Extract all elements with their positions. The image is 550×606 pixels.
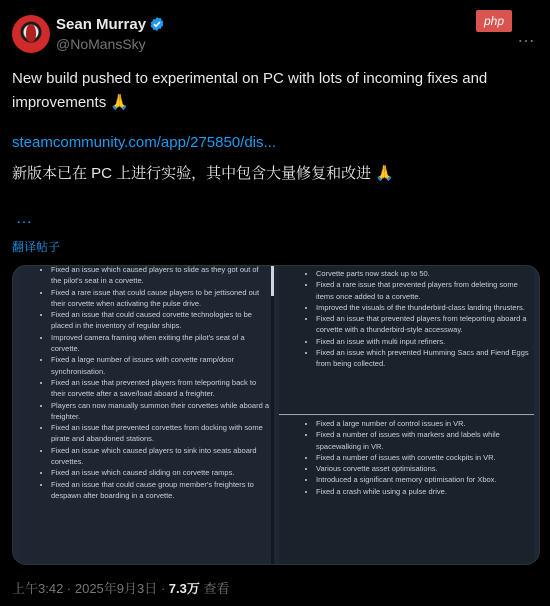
more-options-icon[interactable]: … xyxy=(517,26,536,46)
author-name[interactable]: Sean Murray xyxy=(56,16,147,33)
verified-badge-icon xyxy=(149,16,165,32)
patch-note-item: • Fixed an issue that could cause group member's freighters to despawn after boarding in a corvette. xyxy=(51,479,271,502)
patch-note-item: • Fixed a large number of control issues in VR. xyxy=(316,418,534,429)
patch-note-item: • Corvette parts now stack up to 50. xyxy=(316,268,534,279)
patch-notes-image[interactable] xyxy=(12,265,540,565)
patch-note-item: • Players can now manually summon their corvettes while aboard a freighter. xyxy=(51,400,271,423)
patch-note-item: • Fixed an issue which caused players to sink into seats aboard corvettes. xyxy=(51,445,271,468)
patch-note-item: • Fixed an issue that prevented players from teleporting aboard a corvette with a thunderbird-style accessway. xyxy=(316,313,534,336)
patch-note-item: • Improved the visuals of the thunderbird-class landing thrusters. xyxy=(316,302,534,313)
patch-note-item: • Fixed an issue that prevented players from teleporting back to their corvette after a save/load aboard a freighter. xyxy=(51,377,271,400)
patch-note-item: • Fixed a crash while using a pulse drive. xyxy=(316,486,534,497)
patch-note-item: • Fixed an issue with multi input refiners. xyxy=(316,336,534,347)
tweet-meta xyxy=(12,578,230,597)
post-timestamp[interactable]: 上午3:42 · 2025年9月3日 · xyxy=(12,581,169,596)
patch-note-item: • Fixed a rare issue that prevented players from deleting some items once added to a corvette. xyxy=(316,279,534,302)
translated-text: 新版本已在 PC 上进行实验，其中包含大量修复和改进 🙏 xyxy=(12,165,395,182)
tweet-link[interactable]: steamcommunity.com/app/275850/dis... xyxy=(12,134,277,151)
patch-notes-right-top-panel xyxy=(279,266,534,415)
scrollbar-track xyxy=(271,266,274,564)
patch-note-item: • Fixed an issue that could caused corvette technologies to be placed in the inventory of regular ships. xyxy=(51,309,271,332)
patch-note-item: • Fixed an issue that prevented corvettes from docking with some pirate and abandoned stations. xyxy=(51,422,271,445)
patch-note-item: • Introduced a significant memory optimisation for Xbox. xyxy=(316,474,534,485)
avatar[interactable] xyxy=(12,15,50,53)
patch-note-item: • Fixed a large number of issues with corvette ramp/door synchronisation. xyxy=(51,354,271,377)
view-count: 7.3万 xyxy=(168,581,200,596)
scrollbar-thumb xyxy=(271,266,274,296)
views-label: 查看 xyxy=(199,581,230,596)
tweet-header xyxy=(12,10,538,62)
php-watermark-badge: php xyxy=(476,10,512,32)
patch-note-item: • Fixed an issue which caused sliding on corvette ramps. xyxy=(51,467,271,478)
patch-note-item: • Fixed a rare issue that could cause players to be jettisoned out their corvette when activating the pulse drive. xyxy=(51,287,271,310)
patch-note-item: • Fixed a number of issues with markers and labels while spacewalking in VR. xyxy=(316,429,534,452)
patch-notes-left-panel xyxy=(21,265,271,564)
show-more-icon[interactable]: … xyxy=(16,210,33,227)
author-handle[interactable]: @NoMansSky xyxy=(56,36,146,52)
patch-note-item: • Improved camera framing when exiting the pilot's seat of a corvette. xyxy=(51,332,271,355)
tweet-text: New build pushed to experimental on PC with lots of incoming fixes and improvements 🙏 xyxy=(12,70,488,111)
patch-note-item: • Fixed a number of issues with corvette cockpits in VR. xyxy=(316,452,534,463)
patch-note-item: • Fixed an issue which caused players to slide as they got out of the pilot's seat in a corvette. xyxy=(51,265,271,287)
translate-post-link[interactable]: 翻译帖子 xyxy=(12,240,61,254)
patch-note-item: • Fixed an issue which prevented Humming Sacs and Fiend Eggs from being collected. xyxy=(316,347,534,370)
patch-notes-right-bottom-panel xyxy=(279,416,534,565)
patch-note-item: • Various corvette asset optimisations. xyxy=(316,463,534,474)
